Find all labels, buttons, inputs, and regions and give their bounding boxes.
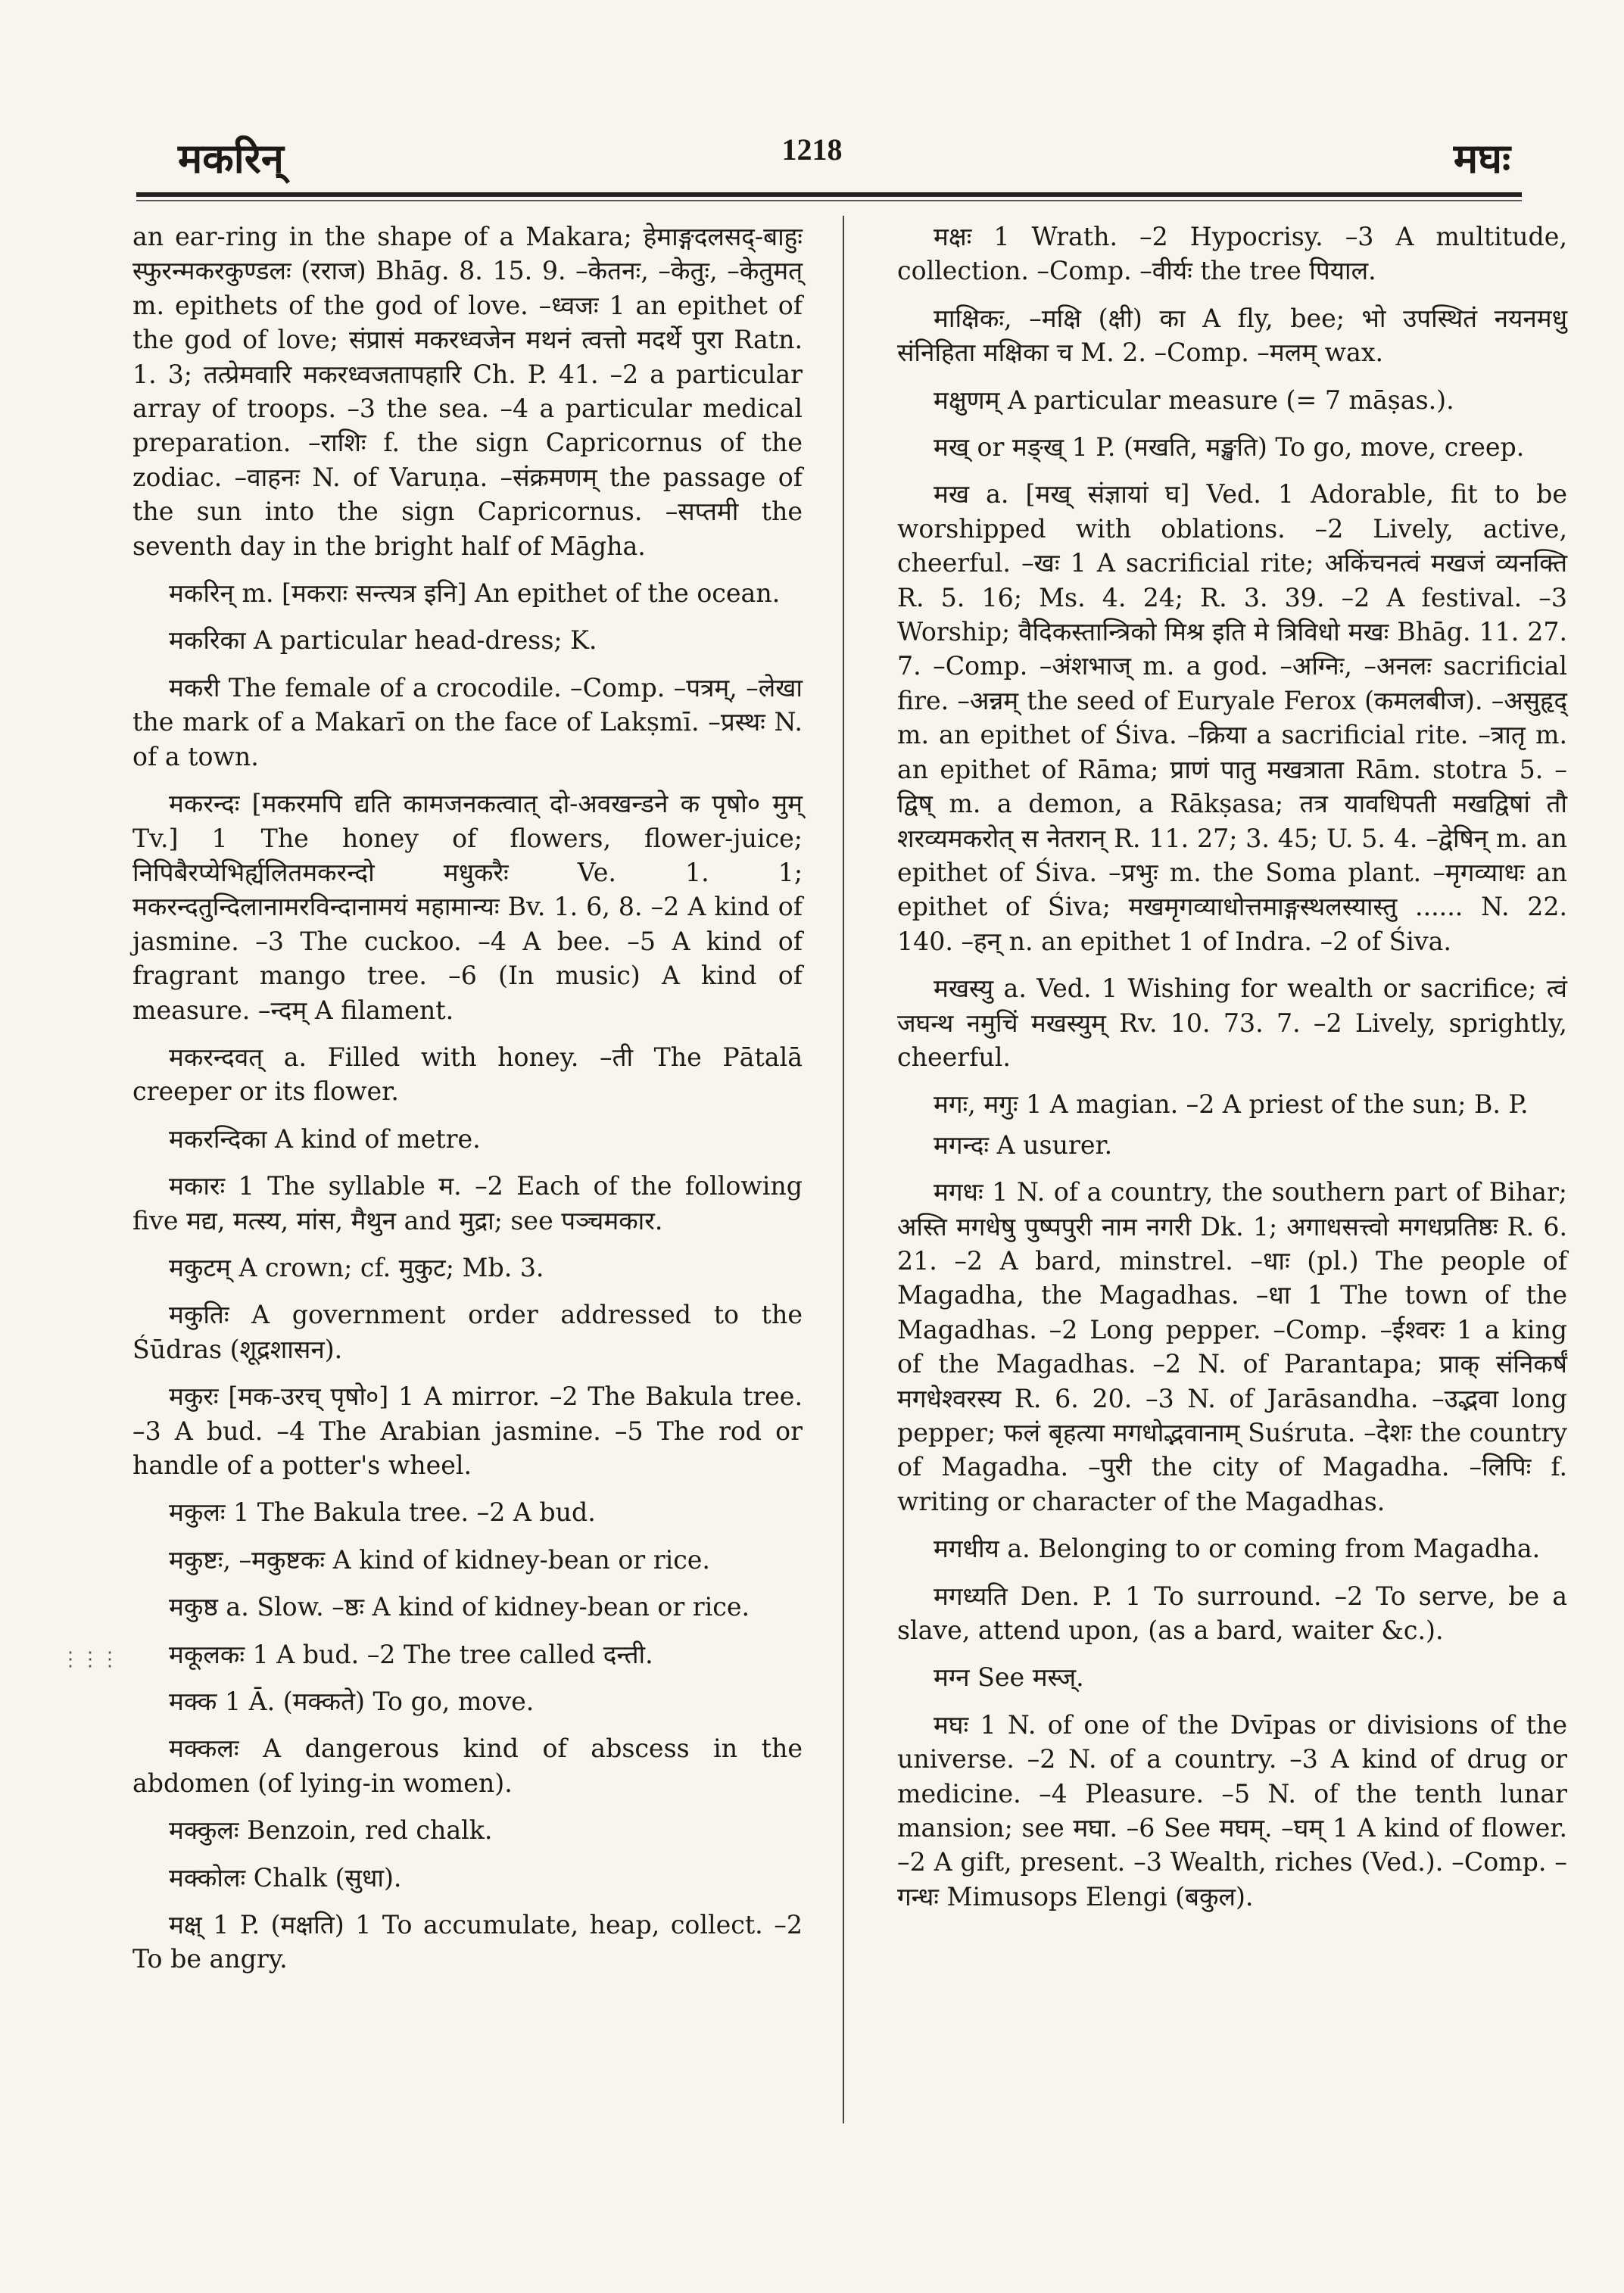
entry-makkola: मक्कोलः Chalk (सुधा). <box>169 1862 402 1893</box>
entry-maksh-verb: मक्ष् 1 P. (मक्षति) 1 To accumulate, heap, collect. –2 To be angry. <box>132 1910 803 1974</box>
entry-makshuna: मक्षुणम् A particular measure (= 7 māṣas.). <box>934 385 1454 415</box>
entry-makarandavat: मकरन्दवत् a. Filled with honey. –ती The Pātalā creeper or its flower. <box>132 1042 803 1107</box>
column-divider <box>843 216 844 2123</box>
entry-makushta: मकुष्टः, –मकुष्टकः A kind of kidney-bean or rice. <box>169 1544 710 1575</box>
entry-makari: मकरी The female of a crocodile. –Comp. –पत्रम्, –लेखा the mark of a Makarī on the face of Lakṣmī. –प्रस्थः N. of a town. <box>132 672 803 771</box>
entry-makha: मख a. [मख् संज्ञायां घ] Ved. 1 Adorable, fit to be worshipped with oblations. –2 Lively, active, cheerful. –खः 1 A sacrificial rite; अकिंचनत्वं मखजं व्यनक्ति R. 5. 16; Ms. 4. 24; R. 3. 39. –2 A festival. –3 Worship; वैदिकस्तान्त्रिको मिश्र इति मे त्रिविधो मखः Bhāg. 11. 27. 7. –Comp. –अंशभाज् m. a god. –अग्निः, –अनलः sacrificial fire. –अन्नम् the seed of Euryale Ferox (कमलबीज). –असुहृद् m. an epithet of Śiva. –क्रिया a sacrificial rite. –त्रातृ m. an epithet of Rāma; प्राणं पातु मखत्राता Rām. stotra 5. –द्विष् m. a demon, a Rākṣasa; तत्र यावधिपती मखद्विषां तौ शरव्यमकरोत् स नेतरान् R. 11. 27; 3. 45; U. 5. 4. –द्वेषिन् m. an epithet of Śiva. –प्रभुः m. the Soma plant. –मृगव्याधः an epithet of Śiva; मखमृगव्याधोत्तमाङ्गस्थलस्यास्तु ...... N. 22. 140. –हन् n. an epithet 1 of Indra. –2 of Śiva. <box>897 479 1567 956</box>
entry-makkula: मक्कुलः Benzoin, red chalk. <box>169 1815 493 1846</box>
header-left-guide-word: मकरिन् <box>178 134 284 182</box>
entry-makushtha: मकुष्ठ a. Slow. –ष्ठः A kind of kidney-bean or rice. <box>169 1592 750 1622</box>
entry-makarin: मकरिन् m. [मकराः सन्त्यत्र इनि] An epithet of the ocean. <box>169 578 781 609</box>
entry-makh-verb: मख् or मङ्ख् 1 P. (मखति, मङ्खति) To go, move, creep. <box>934 432 1525 463</box>
page-number: 1218 <box>781 132 843 167</box>
entry-magha: मघः 1 N. of one of the Dvīpas or divisions of the universe. –2 N. of a country. –3 A kind of drug or medicine. –4 Pleasure. –5 N. of the tenth lunar mansion; see मघा. –6 See मघम्. –घम् 1 A kind of flower. –2 A gift, present. –3 Wealth, riches (Ved.). –Comp. –गन्धः Mimusops Elengi (बकुल). <box>897 1709 1567 1911</box>
entry-makara-syllable: मकारः 1 The syllable म. –2 Each of the following five मद्य, मत्स्य, मांस, मैथुन and मुद्रा; see पञ्चमकार. <box>132 1171 803 1235</box>
entry-maksha: मक्षः 1 Wrath. –2 Hypocrisy. –3 A multitude, collection. –Comp. –वीर्यः the tree पियाल. <box>897 222 1567 286</box>
entry-makarandika: मकरन्दिका A kind of metre. <box>169 1123 481 1154</box>
entry-makula: मकुलः 1 The Bakula tree. –2 A bud. <box>169 1497 596 1528</box>
header-rule-thick <box>136 192 1522 197</box>
entry-makshika: माक्षिकः, –मक्षि (क्षी) का A fly, bee; भो उपस्थितं नयनमधु संनिहिता मक्षिका च M. 2. –Comp. –मलम् wax. <box>897 303 1568 368</box>
entry-magadhiya: मगधीय a. Belonging to or coming from Magadha. <box>934 1534 1541 1564</box>
header-right-guide-word: मघः <box>1453 134 1510 182</box>
entry-makura: मकुरः [मक-उरच् पृषो०] 1 A mirror. –2 The Bakula tree. –3 A bud. –4 The Arabian jasmine. –5 The rod or handle of a potter's wheel. <box>132 1382 803 1480</box>
entry-makaranda: मकरन्दः [मकरमपि द्यति कामजनकत्वात् दो-अवखन्डने क पृषो० मुम् Tv.] 1 The honey of flowers, flower-juice; निपिबैरप्येभिर्ह्यलितमकरन्दो मधुकरैः Ve. 1. 1; मकरन्दतुन्दिलानामरविन्दानामयं महामान्यः Bv. 1. 6, 8. –2 A kind of jasmine. –3 The cuckoo. –4 A bee. –5 A kind of fragrant mango tree. –6 (In music) A kind of measure. –न्दम् A filament. <box>132 789 803 1025</box>
entry-makarika: मकरिका A particular head-dress; K. <box>169 625 597 656</box>
entry-makkala: मक्कलः A dangerous kind of abscess in the abdomen (of lying-in women). <box>132 1734 803 1798</box>
entry-makka: मक्क 1 Ā. (मक्कते) To go, move. <box>169 1687 535 1717</box>
entry-magadha: मगधः 1 N. of a country, the southern part of Bihar; अस्ति मगधेषु पुष्पपुरी नाम नगरी Dk. 1; अगाधसत्त्वो मगधप्रतिष्ठः R. 6. 21. –2 A bard, minstrel. –धाः (pl.) The people of Magadha, the Magadhas. –धा 1 The town of the Magadhas. –2 Long pepper. –Comp. –ईश्वरः 1 a king of the Magadhas. –2 N. of Parantapa; प्राक् संनिकर्षं मगधेश्वरस्य R. 6. 20. –3 N. of Jarāsandha. –उद्भवा long pepper; फलं बृहत्या मगधोद्भवानाम् Suśruta. –देशः the country of Magadha. –पुरी the city of Magadha. –लिपिः f. writing or character of the Magadhas. <box>897 1177 1567 1516</box>
entry-continuation: an ear-ring in the shape of a Makara; हेमाङ्गदलसद्-बाहुः स्फुरन्मकरकुण्डलः (रराज) Bhāg. 8. 15. 9. –केतनः, –केतुः, –केतुमत् m. epithets of the god of love. –ध्वजः 1 an epithet of the god of love; संप्रासं मकरध्वजेन मथनं त्वत्तो मदर्थे पुरा Ratn. 1. 3; तत्प्रेमवारि मकरध्वजतापहारि Ch. P. 41. –2 a particular array of troops. –3 the sea. –4 a particular medical preparation. –राशिः f. the sign Capricornus of the zodiac. –वाहनः N. of Varuṇa. –संक्रमणम् the passage of the sun into the sign Capricornus. –सप्तमी the seventh day in the bright half of Māgha. <box>132 222 803 561</box>
right-column <box>897 220 1567 1927</box>
entry-maganda: मगन्दः A usurer. <box>934 1129 1113 1160</box>
page-header <box>0 129 1624 182</box>
entry-makhasyu: मखस्यु a. Ved. 1 Wishing for wealth or sacrifice; त्वं जघन्थ नमुचिं मखस्युम् Rv. 10. 73. 7. –2 Lively, sprightly, cheerful. <box>897 974 1567 1072</box>
entry-makuti: मकुतिः A government order addressed to the Śūdras (शूद्रशासन). <box>132 1300 803 1364</box>
entry-magadhyati: मगध्यति Den. P. 1 To surround. –2 To serve, be a slave, attend upon, (as a bard, waiter &c.). <box>897 1581 1567 1646</box>
margin-marks: ⋮⋮⋮ <box>61 1648 120 1671</box>
header-rule-thin <box>136 200 1522 201</box>
entry-makulaka: मकूलकः 1 A bud. –2 The tree called दन्ती. <box>169 1639 653 1669</box>
entry-magna: मग्न See मस्ज्. <box>934 1662 1084 1693</box>
left-column <box>132 220 803 1989</box>
entry-maga: मगः, मगुः 1 A magian. –2 A priest of the sun; B. P. <box>934 1089 1529 1120</box>
entry-makuta: मकुटम् A crown; cf. मुकुट; Mb. 3. <box>169 1252 544 1282</box>
